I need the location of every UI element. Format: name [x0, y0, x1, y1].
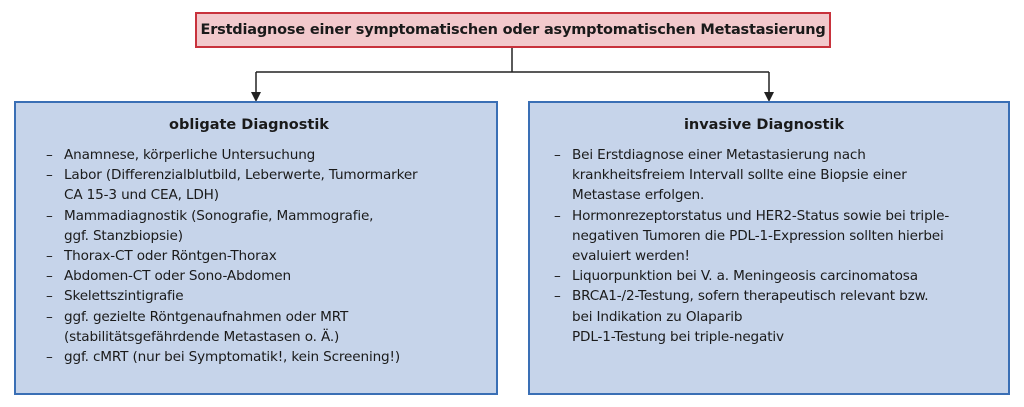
- bullet-dash: –: [46, 207, 53, 224]
- bullet-dash: –: [46, 268, 53, 285]
- invasive-diagnostics-title: invasive Diagnostik: [683, 117, 845, 133]
- list-item-line: PDL-1-Testung bei triple-negativ: [572, 328, 784, 345]
- list-item-line: Anamnese, körperliche Untersuchung: [64, 147, 316, 163]
- list-item-line: bei Indikation zu Olaparib: [572, 308, 743, 325]
- list-item: [46, 307, 488, 347]
- diagnosis-header-box: [195, 12, 831, 48]
- list-item-line: CA 15-3 und CEA, LDH): [64, 187, 219, 204]
- list-item-line: krankheitsfreiem Intervall sollte eine Biopsie einer: [572, 167, 907, 184]
- bullet-dash: –: [46, 248, 53, 265]
- diagnosis-header-text: Erstdiagnose einer symptomatischen oder asymptomatischen Metastasierung: [200, 22, 826, 38]
- bullet-dash: –: [554, 268, 561, 285]
- list-item: [554, 266, 1002, 286]
- list-item: [46, 206, 488, 246]
- list-item: [554, 145, 1002, 206]
- bullet-dash: –: [554, 207, 561, 224]
- list-item-line: Hormonrezeptorstatus und HER2-Status sowie bei triple-: [572, 207, 950, 224]
- list-item-line: Abdomen-CT oder Sono-Abdomen: [64, 268, 291, 285]
- list-item-line: BRCA1-/2-Testung, sofern therapeutisch relevant bzw.: [572, 288, 929, 305]
- obligate-diagnostics-panel: [14, 101, 498, 395]
- list-item-line: ggf. gezielte Röntgenaufnahmen oder MRT: [64, 308, 349, 325]
- obligate-diagnostics-list: [46, 145, 488, 367]
- list-item: [554, 286, 1002, 347]
- bullet-dash: –: [46, 147, 53, 163]
- invasive-diagnostics-list: [554, 145, 1002, 347]
- list-item: [46, 165, 488, 205]
- bullet-dash: –: [46, 288, 53, 305]
- list-item-line: Mammadiagnostik (Sonografie, Mammografie,: [64, 207, 374, 224]
- list-item-line: Liquorpunktion bei V. a. Meningeosis carcinomatosa: [572, 268, 918, 285]
- invasive-diagnostics-panel: [528, 101, 1010, 395]
- list-item-line: Skelettszintigrafie: [64, 288, 184, 305]
- bullet-dash: –: [46, 349, 53, 366]
- list-item-line: Bei Erstdiagnose einer Metastasierung nach: [572, 147, 866, 163]
- list-item: [46, 145, 488, 165]
- list-item-line: (stabilitätsgefährdende Metastasen o. Ä.): [64, 328, 340, 345]
- list-item-line: Labor (Differenzialblutbild, Leberwerte, Tumormarker: [64, 167, 418, 184]
- bullet-dash: –: [554, 147, 561, 163]
- list-item-line: Thorax-CT oder Röntgen-Thorax: [64, 248, 277, 265]
- list-item: [46, 347, 488, 367]
- list-item-line: negativen Tumoren die PDL-1-Expression sollten hierbei: [572, 227, 944, 244]
- list-item: [46, 246, 488, 266]
- bullet-dash: –: [554, 288, 561, 305]
- list-item-line: ggf. cMRT (nur bei Symptomatik!, kein Screening!): [64, 349, 400, 366]
- list-item-line: ggf. Stanzbiopsie): [64, 227, 183, 244]
- list-item-line: evaluiert werden!: [572, 248, 690, 265]
- bullet-dash: –: [46, 308, 53, 325]
- obligate-diagnostics-title: obligate Diagnostik: [169, 117, 329, 133]
- bullet-dash: –: [46, 167, 53, 184]
- list-item: [46, 286, 488, 306]
- list-item: [46, 266, 488, 286]
- list-item: [554, 206, 1002, 267]
- list-item-line: Metastase erfolgen.: [572, 187, 705, 204]
